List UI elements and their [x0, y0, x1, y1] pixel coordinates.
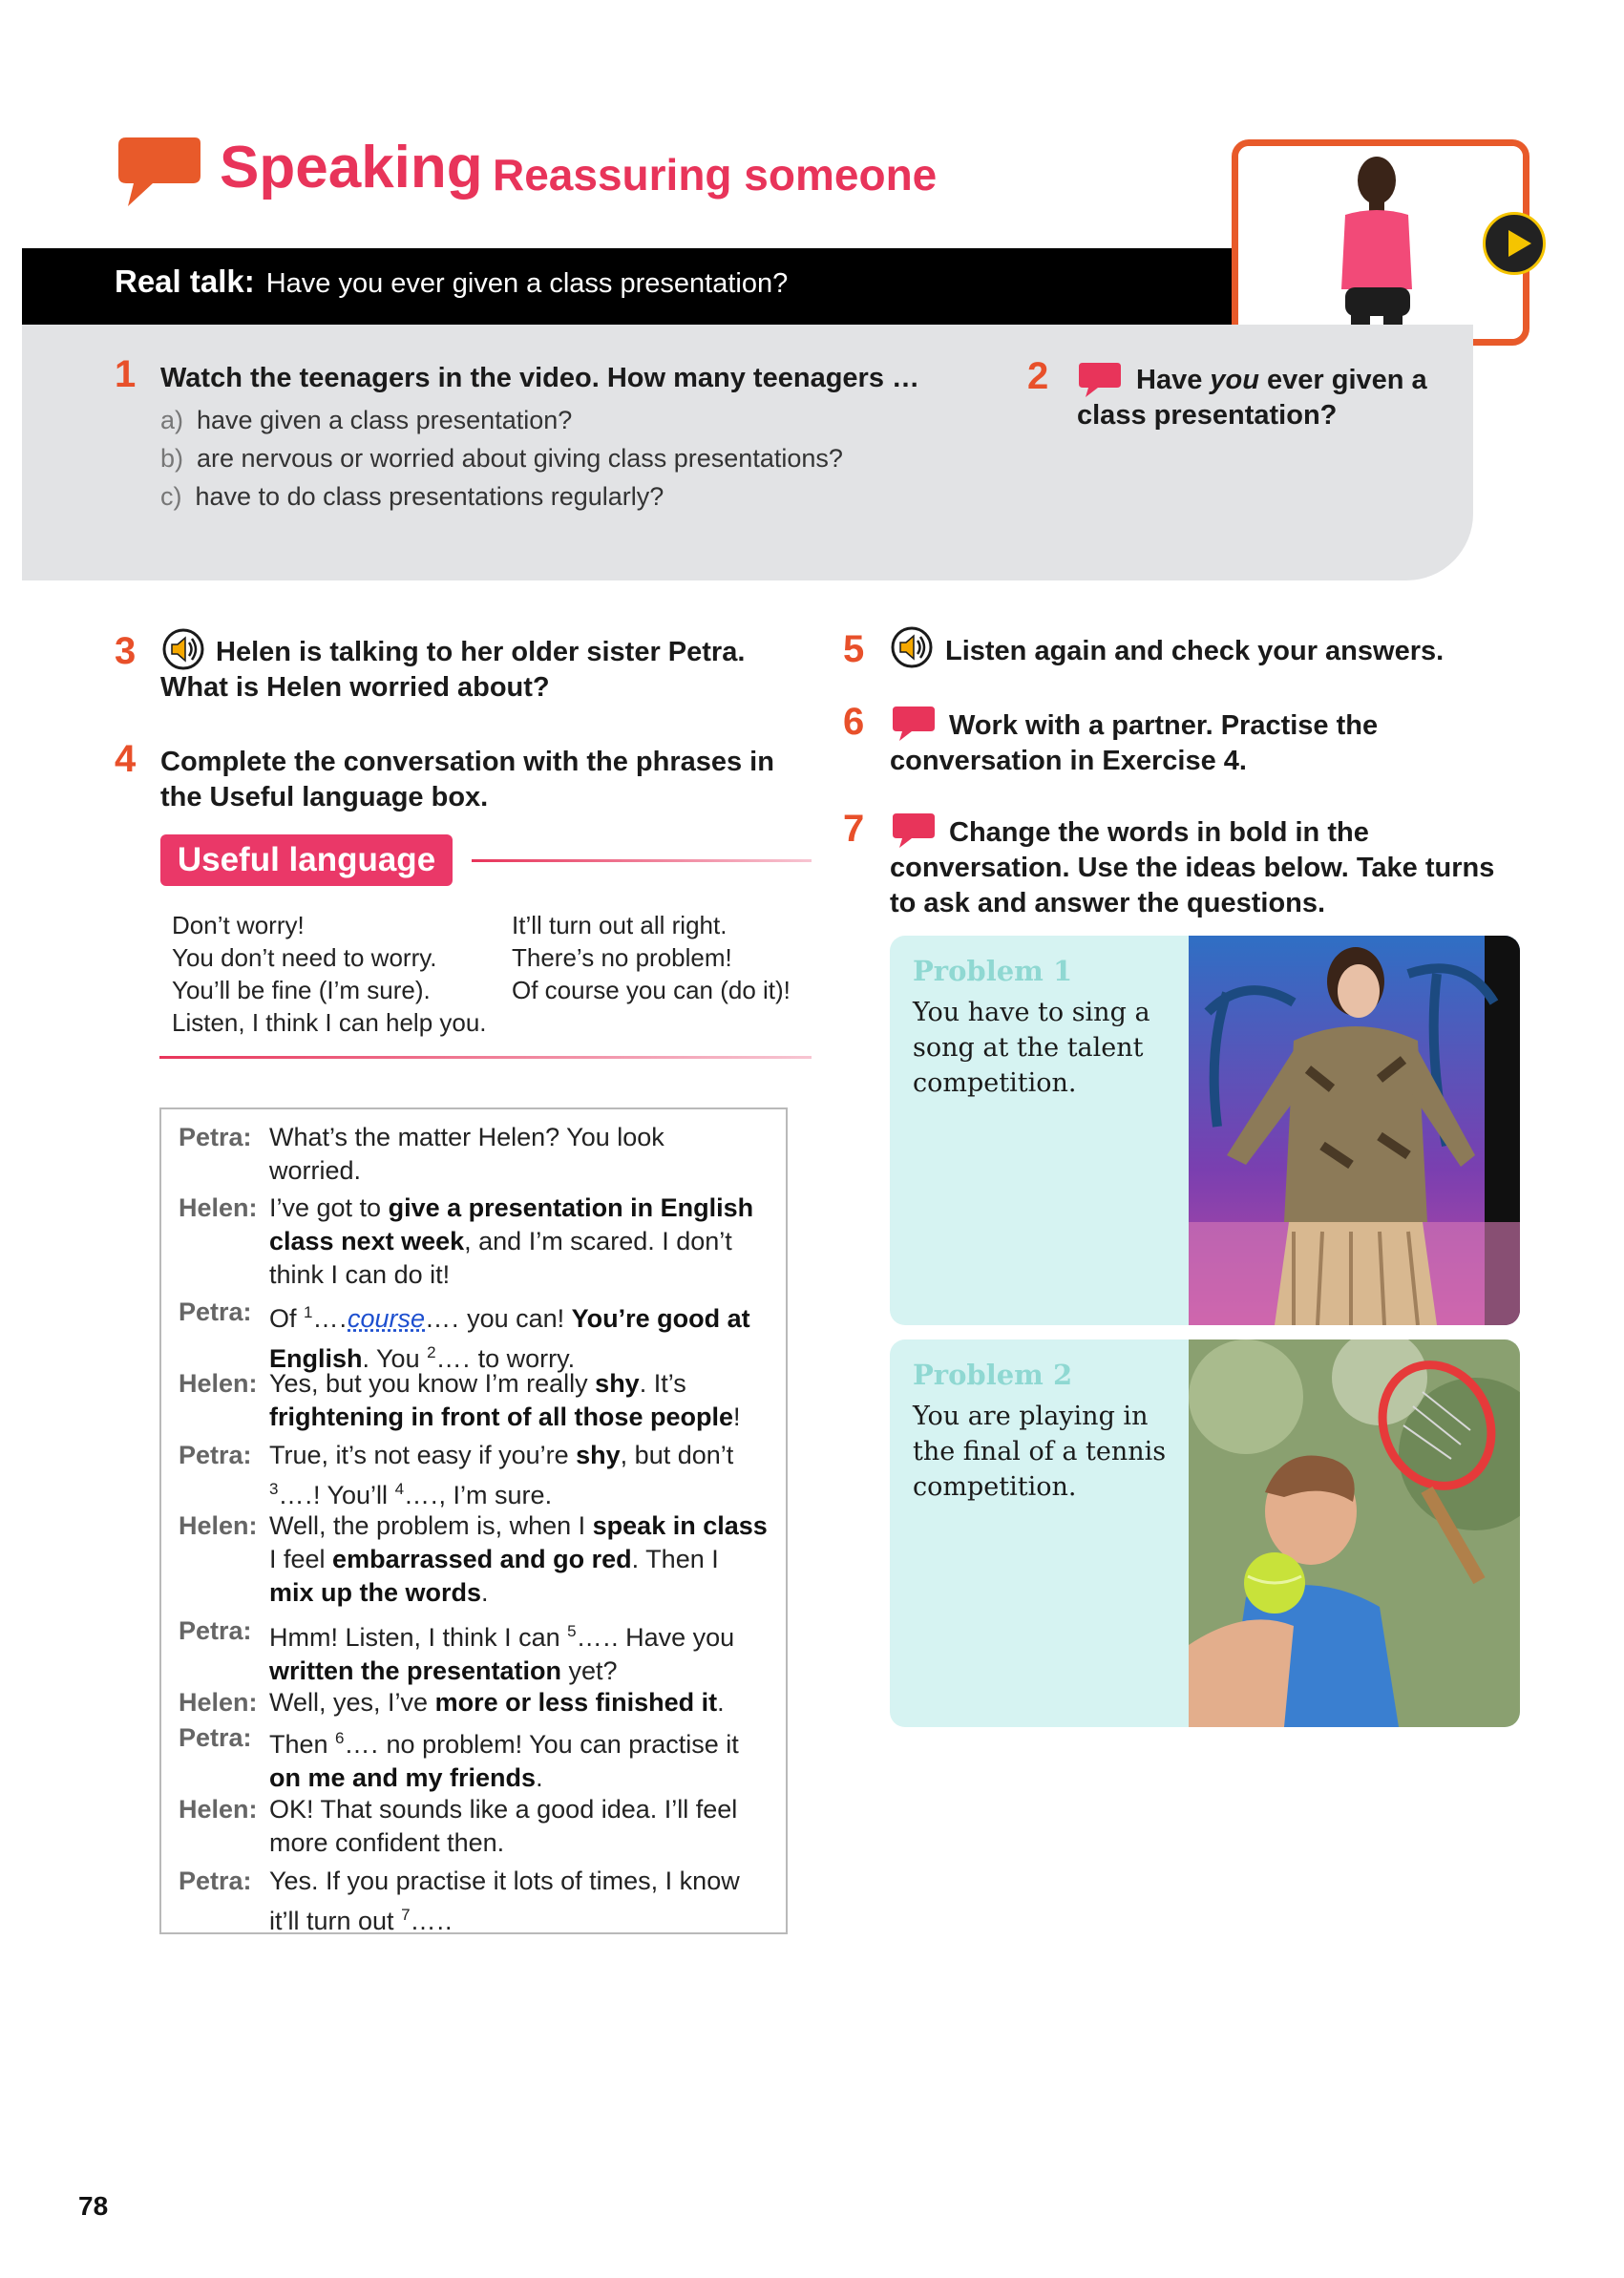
divider [472, 859, 812, 862]
dialogue-line: OK! That sounds like a good idea. I’ll feel more confident then. [269, 1795, 738, 1857]
problem-1-text: You have to sing a song at the talent competition. [913, 998, 1150, 1098]
audio-icon[interactable] [891, 626, 933, 668]
dialogue-line: What’s the matter Helen? You look worried. [269, 1123, 664, 1185]
exercise-5-instruction: Listen again and check your answers. [945, 636, 1445, 666]
phrase: Don’t worry! [172, 911, 305, 939]
list-item: c) have to do class presentations regularly? [160, 482, 664, 511]
audio-icon[interactable] [162, 628, 204, 670]
speaker-label: Helen: [179, 1795, 258, 1824]
speaker-label: Helen: [179, 1193, 258, 1222]
speaker-label: Helen: [179, 1688, 258, 1717]
page-number: 78 [78, 2191, 109, 2221]
exercise-1-items [160, 401, 843, 516]
speaker-label: Petra: [179, 1867, 252, 1895]
dialogue-line: True, it’s not easy if you’re shy, but don’t $^3$….! You’ll $^4$…., I’m sure. [269, 1441, 734, 1509]
exercise-1-number: 1 [115, 353, 137, 395]
problem-2-card [890, 1339, 1520, 1727]
answer-gap[interactable]: …. [278, 1481, 313, 1509]
phrase: Listen, I think I can help you. [172, 1008, 487, 1037]
conversation-box [159, 1107, 788, 1934]
speech-bubble-icon [891, 812, 937, 850]
speaker-label: Petra: [179, 1723, 252, 1752]
tennis-player-photo [1189, 1339, 1520, 1727]
singer-photo [1189, 936, 1520, 1325]
exercise-2-instruction: Have you ever given a [1136, 365, 1427, 395]
exercise-3-instruction: Helen is talking to her older sister Petra. [216, 637, 746, 667]
answer-gap[interactable]: …. [404, 1481, 439, 1509]
speaker-label: Helen: [179, 1369, 258, 1398]
video-presenter-image [1238, 146, 1523, 339]
phrase: Of course you can (do it)! [512, 976, 791, 1004]
dialogue-line: Hmm! Listen, I think I can $^5$….. Have you written the presentation yet? [269, 1622, 735, 1685]
phrase: It’ll turn out all right. [512, 911, 728, 939]
useful-language-col2 [512, 909, 791, 1006]
exercise-7-instruction-line2: conversation. Use the ideas below. Take turns [890, 853, 1495, 883]
example-answer: course [348, 1304, 426, 1333]
real-talk-heading [115, 264, 788, 300]
phrase: There’s no problem! [512, 943, 732, 972]
real-talk-label: Real talk: [115, 264, 255, 299]
speech-bubble-icon [115, 134, 202, 210]
speech-bubble-icon [1077, 361, 1123, 399]
answer-gap[interactable]: …. [410, 1907, 446, 1935]
answer-gap[interactable]: …. [576, 1623, 612, 1652]
exercise-3-number: 3 [115, 630, 137, 672]
divider [159, 1056, 812, 1059]
exercise-7-instruction-line3: to ask and answer the questions. [890, 888, 1326, 918]
problem-1-card [890, 936, 1520, 1325]
exercise-6-instruction: Work with a partner. Practise the [949, 710, 1379, 741]
dialogue-line: Yes, but you know I’m really shy. It’s frightening in front of all those people! [269, 1369, 741, 1431]
section-title: Speaking [220, 135, 483, 200]
real-talk-question: Have you ever given a class presentation? [265, 268, 789, 299]
dialogue-line: Then $^6$…. no problem! You can practise it on me and my friends. [269, 1729, 739, 1792]
exercise-2-instruction-line2: class presentation? [1077, 400, 1338, 431]
exercise-4-instruction: Complete the conversation with the phrases in [160, 747, 774, 777]
problem-2-title: Problem 2 [913, 1359, 1073, 1391]
exercise-7-instruction: Change the words in bold in the [949, 817, 1369, 848]
speaker-label: Helen: [179, 1511, 258, 1540]
speaker-label: Petra: [179, 1297, 252, 1326]
answer-gap[interactable]: …. [435, 1344, 472, 1373]
exercise-4-number: 4 [115, 738, 137, 780]
dialogue-line: I’ve got to give a presentation in English class next week, and I’m scared. I don’t think I can do it! [269, 1193, 754, 1289]
useful-language-label: Useful language [160, 834, 453, 886]
speaker-label: Petra: [179, 1123, 252, 1151]
useful-language-col1 [172, 909, 487, 1039]
problem-2-text: You are playing in the final of a tennis competition. [913, 1402, 1167, 1502]
speaker-label: Petra: [179, 1616, 252, 1645]
problem-1-title: Problem 1 [913, 955, 1073, 987]
phrase: You don’t need to worry. [172, 943, 437, 972]
exercise-7-number: 7 [843, 808, 865, 850]
exercise-3-instruction-line2: What is Helen worried about? [160, 672, 550, 703]
dialogue-line: Of $^1$….course…. you can! You’re good at English. You $^2$…. to worry. [269, 1303, 750, 1373]
exercise-5-number: 5 [843, 628, 865, 670]
dialogue-line: Well, yes, I’ve more or less finished it. [269, 1688, 725, 1717]
phrase: You’ll be fine (I’m sure). [172, 976, 431, 1004]
speaker-label: Petra: [179, 1441, 252, 1469]
list-item: b) are nervous or worried about giving class presentations? [160, 444, 843, 473]
exercise-6-instruction-line2: conversation in Exercise 4. [890, 746, 1247, 776]
list-item: a) have given a class presentation? [160, 406, 573, 434]
exercise-1-instruction: Watch the teenagers in the video. How many teenagers … [160, 363, 920, 393]
speech-bubble-icon [891, 705, 937, 743]
exercise-4-instruction-line2: the Useful language box. [160, 782, 489, 812]
play-icon[interactable] [1483, 212, 1546, 275]
dialogue-line: Yes. If you practise it lots of times, I know it’ll turn out $^7$….. [269, 1867, 740, 1935]
exercise-6-number: 6 [843, 701, 865, 743]
exercise-2-number: 2 [1027, 355, 1049, 397]
dialogue-line: Well, the problem is, when I speak in class I feel embarrassed and go red. Then I mix up the words. [269, 1511, 768, 1607]
section-subtitle: Reassuring someone [493, 150, 938, 200]
answer-gap[interactable]: …. [344, 1730, 380, 1759]
